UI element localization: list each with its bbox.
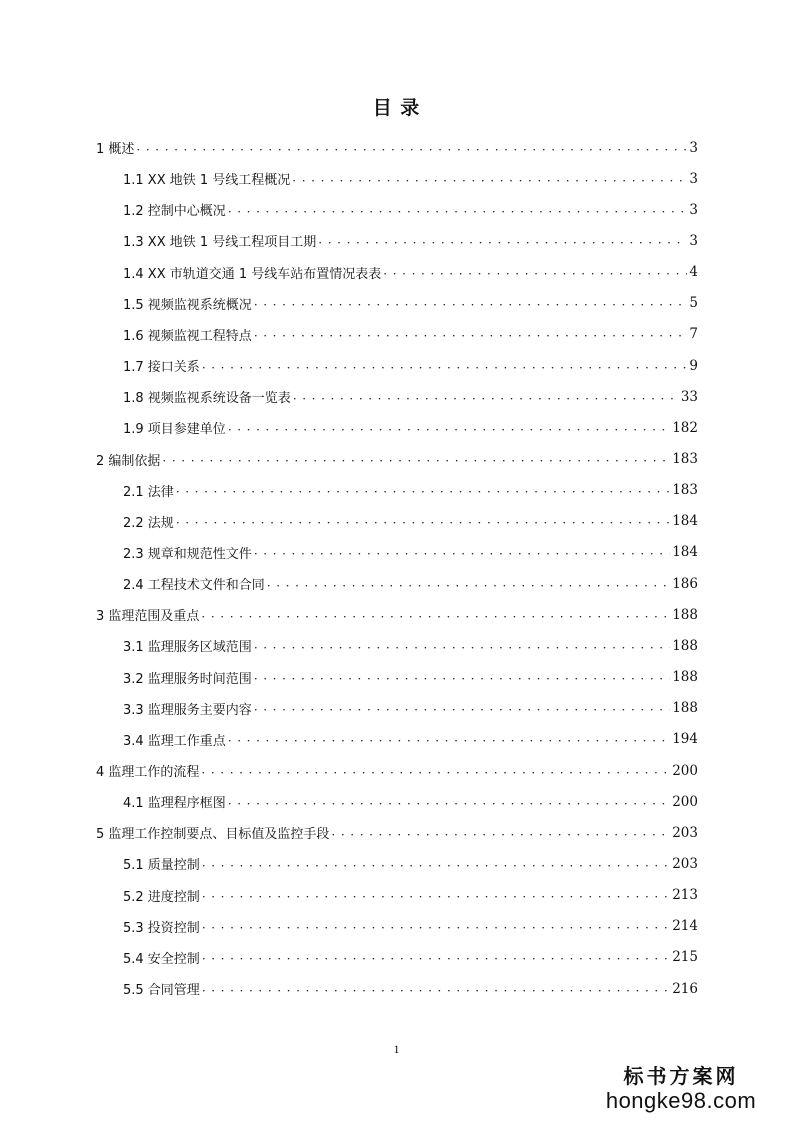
toc-entry-label: 1.9 项目参建单位 [123, 422, 226, 438]
toc-entry-label: 5.5 合同管理 [123, 983, 200, 999]
toc-entry-page-number: 203 [672, 855, 698, 872]
toc-entry-label: 3.1 监理服务区域范围 [123, 640, 252, 656]
toc-entry[interactable] [123, 506, 698, 537]
toc-entry[interactable] [123, 381, 698, 412]
toc-dot-leader [202, 880, 670, 911]
page-number: 1 [393, 1042, 400, 1056]
toc-entry-page-number: 3 [689, 170, 698, 187]
toc-entry[interactable] [123, 412, 698, 443]
toc-entry-page-number: 183 [672, 451, 698, 467]
toc-dot-leader [254, 630, 670, 661]
toc-dot-leader [254, 662, 670, 693]
toc-entry-page-number: 216 [672, 980, 698, 997]
toc-entry-label: 5.3 投资控制 [123, 920, 200, 936]
toc-dot-leader [254, 319, 688, 350]
toc-entry-page-number: 213 [672, 887, 698, 904]
toc-dot-leader [331, 817, 670, 848]
toc-entry[interactable] [123, 662, 698, 693]
toc-entry[interactable] [123, 319, 698, 350]
toc-entry-label: 3.2 监理服务时间范围 [123, 671, 252, 687]
toc-entry-label: 2.4 工程技术文件和合同 [123, 578, 265, 594]
toc-entry[interactable] [123, 225, 698, 256]
toc-entry-label: 1.7 接口关系 [123, 360, 200, 376]
toc-entry[interactable] [123, 880, 698, 911]
toc-entry-label: 1.1 XX 地铁 1 号线工程概况 [123, 173, 291, 189]
toc-dot-leader [162, 444, 670, 475]
toc-entry[interactable] [123, 693, 698, 724]
toc-entry-label: 3.3 监理服务主要内容 [123, 702, 252, 718]
toc-entry-label: 5.4 安全控制 [123, 951, 200, 967]
toc-entry[interactable] [123, 724, 698, 755]
toc-entry-page-number: 188 [672, 669, 698, 686]
toc-entry-page-number: 194 [672, 731, 698, 748]
toc-entry[interactable] [123, 288, 698, 319]
toc-dot-leader [293, 381, 679, 412]
toc-entry-page-number: 33 [680, 388, 698, 405]
toc-dot-leader [201, 755, 670, 786]
toc-entry-page-number: 9 [689, 357, 698, 374]
toc-entry-page-number: 203 [672, 824, 698, 841]
toc-entry-label: 1.3 XX 地铁 1 号线工程项目工期 [123, 235, 317, 251]
toc-entry-label: 4.1 监理程序框图 [123, 796, 226, 812]
toc-dot-leader [228, 412, 670, 443]
toc-entry-label: 2.1 法律 [123, 484, 174, 500]
toc-entry[interactable] [123, 537, 698, 568]
toc-entry-page-number: 214 [672, 918, 698, 935]
toc-entry-label: 4 监理工作的流程 [96, 765, 200, 780]
toc-entry[interactable] [123, 911, 698, 942]
toc-entry[interactable] [123, 848, 698, 879]
toc-entry-page-number: 184 [672, 544, 698, 561]
toc-entry-label: 1.5 视频监视系统概况 [123, 297, 252, 313]
toc-dot-leader [228, 786, 670, 817]
toc-dot-leader [318, 225, 687, 256]
toc-entry-label: 1.8 视频监视系统设备一览表 [123, 391, 291, 407]
toc-entry-label: 1.2 控制中心概况 [123, 204, 226, 220]
watermark-logo [581, 1064, 781, 1114]
toc-entry[interactable] [96, 817, 698, 848]
toc-entry[interactable] [123, 194, 698, 225]
toc-dot-leader [202, 848, 670, 879]
toc-entry[interactable] [96, 755, 698, 786]
toc-dot-leader [267, 568, 670, 599]
toc-dot-leader [202, 350, 688, 381]
toc-entry[interactable] [123, 942, 698, 973]
toc-entry-page-number: 3 [689, 201, 698, 218]
toc-dot-leader [202, 973, 670, 1004]
toc-entry[interactable] [123, 350, 698, 381]
toc-dot-leader [136, 132, 687, 163]
toc-entry-label: 2 编制依据 [96, 453, 161, 469]
toc-entry-page-number: 5 [689, 295, 698, 312]
toc-entry-label: 5.1 质量控制 [123, 858, 200, 874]
toc-entry-page-number: 200 [672, 793, 698, 810]
toc-entry-label: 1 概述 [96, 142, 135, 157]
toc-dot-leader [254, 288, 688, 319]
toc-dot-leader [202, 911, 670, 942]
toc-dot-leader [201, 599, 670, 630]
toc-dot-leader [383, 257, 687, 288]
page-title: 目 录 [372, 97, 421, 119]
toc-dot-leader [176, 506, 670, 537]
toc-entry-page-number: 183 [672, 482, 698, 499]
toc-entry-page-number: 215 [672, 949, 698, 966]
toc-entry-label: 1.6 视频监视工程特点 [123, 328, 252, 344]
toc-entry[interactable] [123, 475, 698, 506]
toc-entry[interactable] [96, 599, 698, 630]
toc-entry-page-number: 188 [672, 637, 698, 654]
toc-dot-leader [202, 942, 670, 973]
watermark-chinese-text: 标书方案网 [623, 1064, 739, 1088]
toc-entry[interactable] [123, 786, 698, 817]
toc-dot-leader [228, 194, 688, 225]
toc-entry[interactable] [123, 973, 698, 1004]
toc-dot-leader [176, 475, 670, 506]
toc-entry-label: 5 监理工作控制要点、目标值及监控手段 [96, 827, 330, 843]
toc-entry-page-number: 3 [689, 232, 698, 249]
toc-entry-label: 5.2 进度控制 [123, 889, 200, 905]
toc-entry-label: 3 监理范围及重点 [96, 609, 200, 625]
toc-entry-page-number: 186 [672, 575, 698, 592]
toc-entry-page-number: 184 [672, 513, 698, 530]
toc-entry[interactable] [123, 163, 698, 194]
toc-dot-leader [254, 693, 670, 724]
toc-entry-label: 1.4 XX 市轨道交通 1 号线车站布置情况表表 [123, 266, 382, 282]
toc-entry-page-number: 7 [689, 326, 698, 343]
toc-entry[interactable] [96, 444, 698, 475]
toc-dot-leader [254, 537, 670, 568]
toc-entry-page-number: 4 [689, 264, 698, 281]
watermark-url-text: hongke98.com [605, 1088, 757, 1113]
toc-dot-leader [228, 724, 670, 755]
toc-entry-page-number: 188 [672, 700, 698, 717]
toc-entry[interactable] [123, 568, 698, 599]
toc-entry-page-number: 188 [672, 606, 698, 623]
toc-entry[interactable] [123, 630, 698, 661]
toc-entry-page-number: 3 [689, 139, 698, 156]
toc-entry[interactable] [96, 132, 698, 163]
toc-entry-label: 2.3 规章和规范性文件 [123, 546, 252, 562]
toc-entry-page-number: 200 [672, 762, 698, 779]
toc-dot-leader [292, 163, 687, 194]
toc-entry[interactable] [123, 257, 698, 288]
toc-entry-label: 3.4 监理工作重点 [123, 733, 226, 749]
toc-entry-label: 2.2 法规 [123, 515, 174, 531]
toc-entry-page-number: 182 [672, 419, 698, 436]
